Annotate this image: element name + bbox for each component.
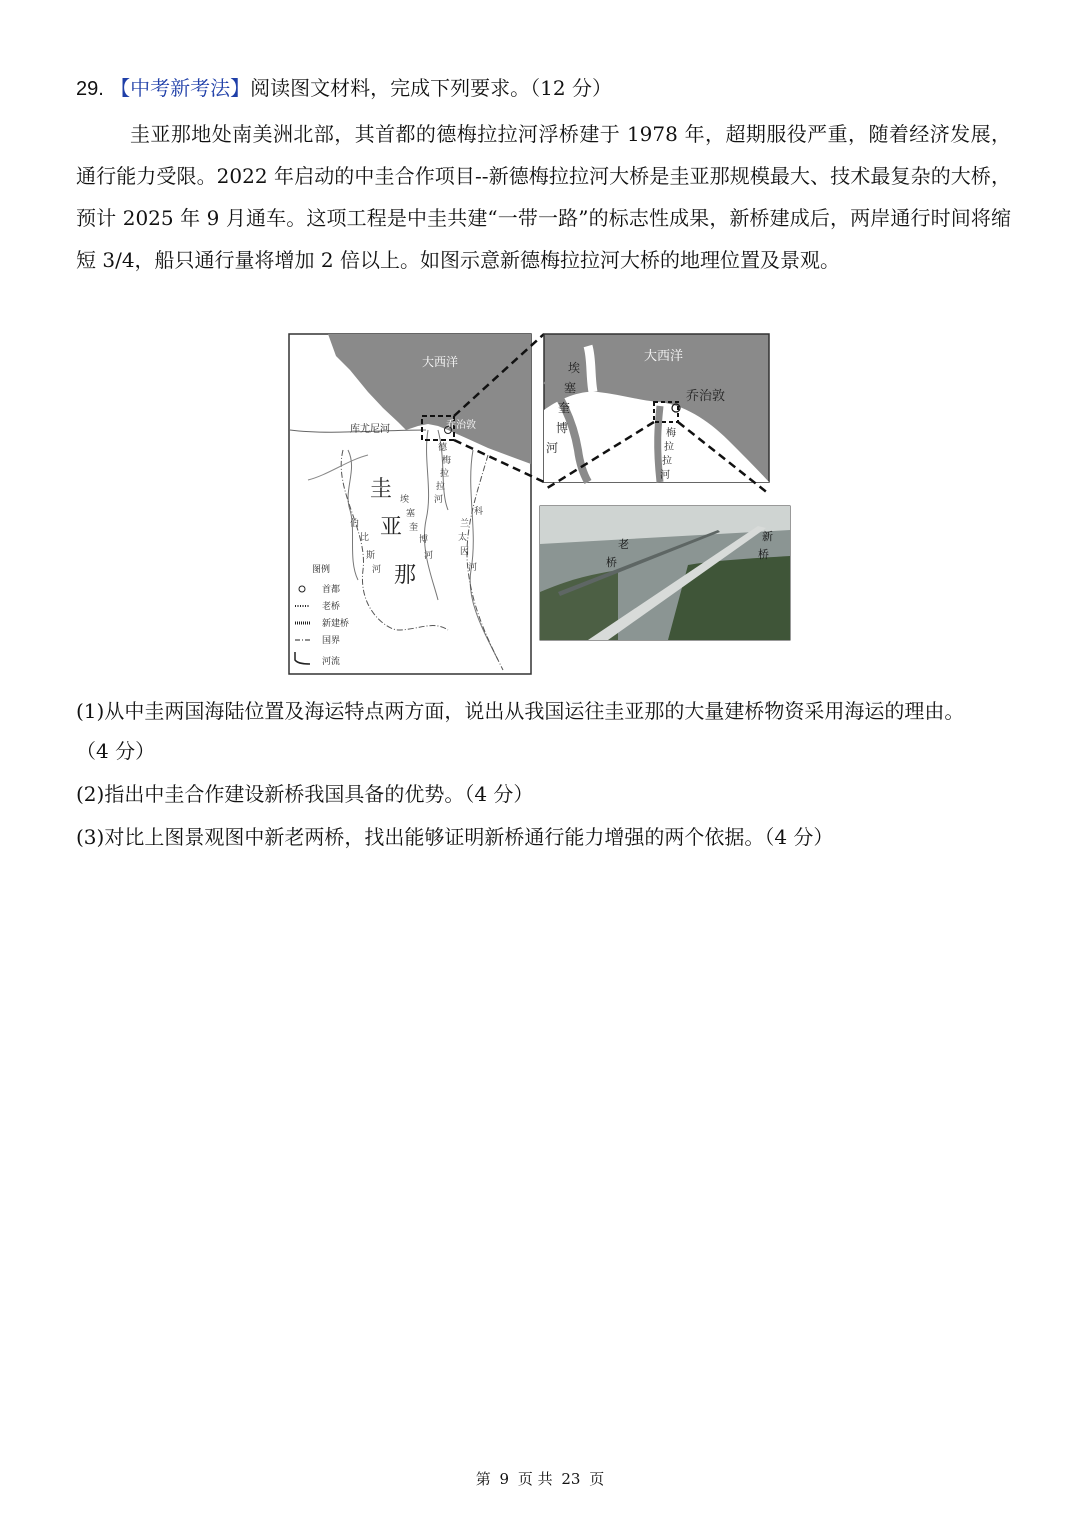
map-river-cuyuni: 库尤尼河: [350, 424, 390, 435]
map-country-2: 亚: [380, 515, 403, 540]
map-corantijn-2: 兰: [460, 519, 470, 529]
material-paragraph: 圭亚那地处南美洲北部，其首都的德梅拉拉河浮桥建于 1978 年，超期服役严重，随着经济发展，通行能力受限。2022 年启动的中圭合作项目--新德梅拉拉河大桥是圭亚那规模最大、技术最复杂的大桥，预计 2025 年 9 月通车。这项工程是中圭共建“一带一路”的标志性成果，新桥建成后，两岸通行时间将缩短 3/4，船只通行量将增加 2 倍以上。如图示意新德梅拉拉河大桥的地理位置及景观。: [76, 122, 1011, 272]
photo-new-bridge-2: 桥: [758, 548, 769, 561]
inset-ocean-label: 大西洋: [644, 349, 684, 364]
subquestion-2: [76, 779, 533, 809]
footer-suffix: 页: [589, 1470, 605, 1488]
question-header: [76, 72, 612, 105]
map-essequibo-3: 奎: [409, 523, 419, 533]
legend-title: 图例: [312, 565, 331, 575]
inset-demerara-2: 拉: [664, 442, 674, 453]
map-country-3: 那: [394, 563, 417, 588]
map-essequibo-5: 河: [424, 551, 434, 561]
map-berbice-1: 伯: [350, 519, 360, 529]
inset-capital-label: 乔治敦: [686, 389, 726, 404]
subquestion-3: [76, 822, 833, 852]
question-number: 29.: [76, 78, 104, 100]
map-corantijn-5: 河: [468, 563, 478, 573]
subquestion-1-text: (1)从中圭两国海陆位置及海运特点两方面，说出从我国运往圭亚那的大量建桥物资采用海运的理由。: [76, 699, 965, 723]
inset-demerara-1: 梅: [666, 428, 676, 439]
map-demerara-3: 拉: [440, 469, 450, 479]
footer-page: 9: [499, 1470, 510, 1488]
main-map: [289, 334, 531, 674]
question-tag: 【中考新考法】: [110, 76, 251, 100]
map-ocean-label: 大西洋: [422, 355, 459, 369]
question-score: （12 分）: [530, 76, 612, 100]
inset-essequibo-5: 河: [546, 441, 559, 455]
subquestion-3-text: (3)对比上图景观图中新老两桥，找出能够证明新桥通行能力增强的两个依据。（4 分）: [76, 825, 834, 849]
inset-demerara-4: 河: [660, 470, 670, 481]
map-demerara-1: 德: [438, 443, 448, 453]
inset-essequibo-4: 博: [556, 421, 569, 435]
legend-river: 河流: [322, 657, 341, 667]
map-corantijn-1: 科: [474, 507, 484, 517]
subquestion-1-score-text: （4 分）: [76, 739, 156, 763]
map-country-1: 圭: [370, 477, 393, 502]
photo-new-bridge-1: 新: [762, 530, 773, 543]
map-berbice-3: 斯: [366, 551, 376, 561]
map-essequibo-1: 埃: [400, 495, 410, 505]
map-demerara-4: 拉: [436, 482, 446, 492]
map-corantijn-4: 因: [460, 547, 470, 557]
inset-essequibo-3: 奎: [558, 401, 571, 415]
photo-old-bridge-2: 桥: [606, 556, 617, 569]
subquestion-1: [76, 696, 964, 726]
legend-border: 国界: [322, 636, 341, 646]
bridge-photo: [540, 506, 790, 640]
inset-demerara-3: 拉: [662, 456, 672, 467]
map-essequibo-2: 塞: [406, 509, 416, 519]
photo-old-bridge-1: 老: [618, 538, 629, 551]
map-demerara-2: 梅: [442, 456, 452, 466]
map-berbice-4: 河: [372, 565, 382, 575]
question-instruction: 阅读图文材料，完成下列要求。: [250, 76, 531, 100]
map-corantijn-3: 太: [458, 533, 468, 543]
map-capital-label: 乔治敦: [446, 420, 476, 431]
subquestion-2-text: (2)指出中圭合作建设新桥我国具备的优势。（4 分）: [76, 782, 534, 806]
inset-map: [544, 334, 769, 482]
legend-capital: 首都: [322, 585, 341, 595]
legend-new-bridge: 新建桥: [322, 619, 350, 629]
subquestion-1-score: [76, 736, 155, 766]
map-demerara-5: 河: [434, 495, 444, 505]
page-footer: [0, 1468, 1080, 1489]
map-berbice-2: 比: [360, 533, 370, 543]
inset-essequibo-2: 塞: [564, 381, 577, 395]
footer-middle: 页 共: [517, 1470, 553, 1488]
inset-essequibo-1: 埃: [568, 361, 581, 375]
map-essequibo-4: 博: [419, 535, 429, 545]
figure: [288, 330, 793, 680]
footer-prefix: 第: [475, 1470, 491, 1488]
legend-old-bridge: 老桥: [322, 602, 341, 612]
footer-total: 23: [561, 1470, 581, 1488]
